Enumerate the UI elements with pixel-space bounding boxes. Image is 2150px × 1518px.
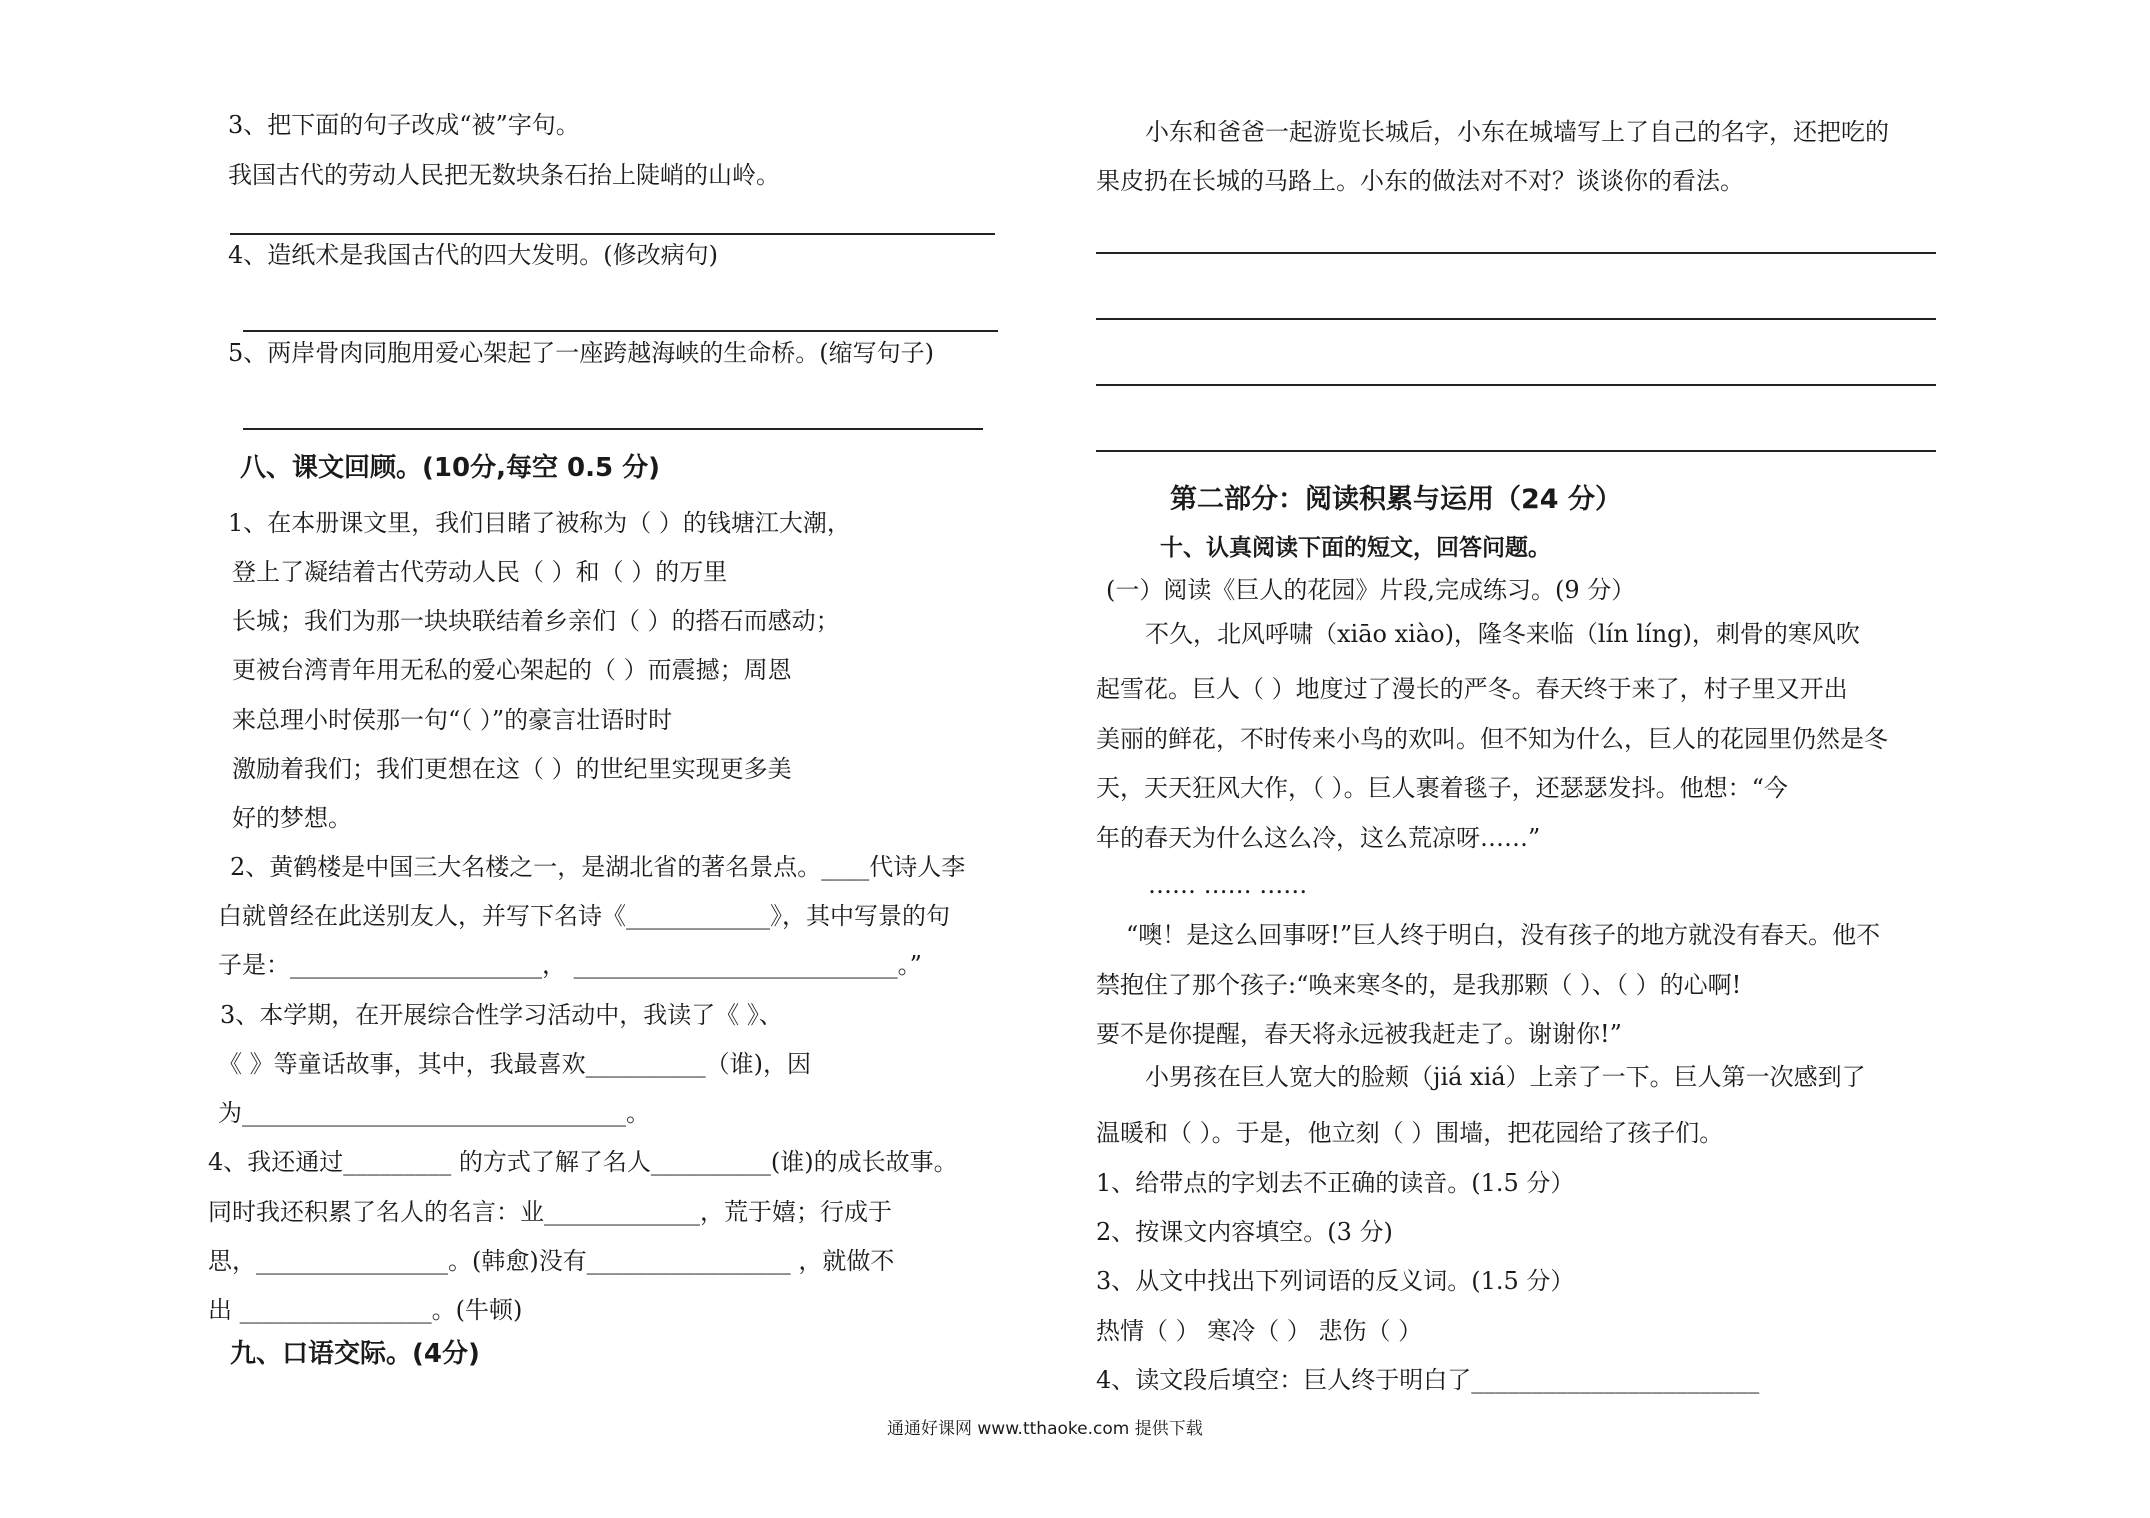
passage-line: 美丽的鲜花，不时传来小鸟的欢叫。但不知为什么，巨人的花园里仍然是冬 (1096, 725, 1888, 753)
section-8-line: 长城；我们为那一块块联结着乡亲们（ ）的搭石而感动； (232, 607, 840, 635)
passage-line: 小男孩在巨人宽大的脸颊（jiá xiá）上亲了一下。巨人第一次感到了 (1145, 1063, 1866, 1091)
section-10-title: 十、认真阅读下面的短文，回答问题。 (1160, 535, 1551, 561)
answer-line[interactable] (230, 233, 995, 235)
section-8-line: 出 ________________。(牛顿) (208, 1296, 523, 1324)
answer-line[interactable] (1096, 318, 1936, 320)
section-8-line: 激励着我们；我们更想在这（ ）的世纪里实现更多美 (232, 755, 792, 783)
passage-line: 温暖和（ ）。于是，他立刻（ ）围墙，把花园给了孩子们。 (1096, 1119, 1724, 1147)
section-8-line: 《 》等童话故事，其中，我最喜欢__________（谁)，因 (218, 1050, 811, 1078)
answer-line[interactable] (1096, 450, 1936, 452)
section-8-line: 1、在本册课文里，我们目睹了被称为（ ）的钱塘江大潮， (228, 509, 851, 537)
section-8-line: 3、本学期，在开展综合性学习活动中，我读了《 》、 (220, 1001, 783, 1029)
section-8-line: 2、黄鹤楼是中国三大名楼之一，是湖北省的著名景点。____代诗人李 (230, 853, 966, 881)
story-line: 小东和爸爸一起游览长城后，小东在城墙写上了自己的名字，还把吃的 (1145, 118, 1889, 146)
passage-ellipsis: …… …… …… (1148, 871, 1308, 899)
section-8-line: 来总理小时侯那一句“（ ）”的豪言壮语时时 (232, 706, 673, 734)
question-line: 2、按课文内容填空。(3 分) (1096, 1218, 1393, 1246)
story-line: 果皮扔在长城的马路上。小东的做法对不对？谈谈你的看法。 (1096, 167, 1744, 195)
footer-source: 通通好课网 www.tthaoke.com 提供下载 (887, 1419, 1203, 1439)
subsection-title: (一）阅读《巨人的花园》片段,完成练习。(9 分） (1106, 576, 1636, 604)
answer-line[interactable] (1096, 384, 1936, 386)
question-line: 3、从文中找出下列词语的反义词。(1.5 分） (1096, 1267, 1575, 1295)
passage-line: “噢！是这么回事呀!”巨人终于明白，没有孩子的地方就没有春天。他不 (1126, 921, 1881, 949)
question-4: 4、造纸术是我国古代的四大发明。(修改病句) (228, 241, 718, 269)
passage-line: 禁抱住了那个孩子:“唤来寒冬的，是我那颗（ ）、（ ）的心啊! (1096, 971, 1742, 999)
passage-line: 年的春天为什么这么冷，这么荒凉呀……” (1096, 824, 1541, 852)
passage-line: 不久，北风呼啸（xiāo xiào)，隆冬来临（lín líng)，刺骨的寒风吹 (1145, 620, 1860, 648)
passage-line: 要不是你提醒，春天将永远被我赶走了。谢谢你!” (1096, 1020, 1622, 1048)
question-line: 热情（ ） 寒冷（ ） 悲伤（ ） (1096, 1317, 1423, 1345)
question-line: 4、读文段后填空：巨人终于明白了________________________ (1096, 1366, 1760, 1394)
section-8-title: 八、课文回顾。(10分,每空 0.5 分) (240, 453, 660, 483)
question-5: 5、两岸骨肉同胞用爱心架起了一座跨越海峡的生命桥。(缩写句子) (228, 339, 934, 367)
section-8-line: 登上了凝结着古代劳动人民（ ）和（ ）的万里 (232, 558, 728, 586)
section-8-line: 子是：_____________________， ___________________________。” (218, 951, 922, 979)
answer-line[interactable] (243, 330, 998, 332)
section-8-line: 思，________________。(韩愈)没有_________________ ，就做不 (208, 1247, 895, 1275)
section-8-line: 为________________________________。 (218, 1099, 650, 1127)
section-8-line: 更被台湾青年用无私的爱心架起的（ ）而震撼；周恩 (232, 656, 792, 684)
answer-line[interactable] (243, 428, 983, 430)
section-8-line: 4、我还通过_________ 的方式了解了名人__________(谁)的成长故事。 (208, 1148, 958, 1176)
section-8-line: 白就曾经在此送别友人，并写下名诗《____________》，其中写景的句 (218, 902, 950, 930)
part-2-title: 第二部分：阅读积累与运用（24 分） (1170, 484, 1622, 515)
question-3-sentence: 我国古代的劳动人民把无数块条石抬上陡峭的山岭。 (228, 161, 780, 189)
passage-line: 起雪花。巨人（ ）地度过了漫长的严冬。春天终于来了，村子里又开出 (1096, 675, 1848, 703)
section-8-line: 好的梦想。 (232, 804, 352, 832)
question-line: 1、给带点的字划去不正确的读音。(1.5 分） (1096, 1169, 1575, 1197)
passage-line: 天，天天狂风大作，（ ）。巨人裹着毯子，还瑟瑟发抖。他想：“今 (1096, 774, 1788, 802)
answer-line[interactable] (1096, 252, 1936, 254)
section-9-title: 九、口语交际。(4分) (230, 1339, 480, 1369)
section-8-line: 同时我还积累了名人的名言：业_____________，荒于嬉；行成于 (208, 1198, 892, 1226)
question-3-title: 3、把下面的句子改成“被”字句。 (228, 111, 580, 139)
